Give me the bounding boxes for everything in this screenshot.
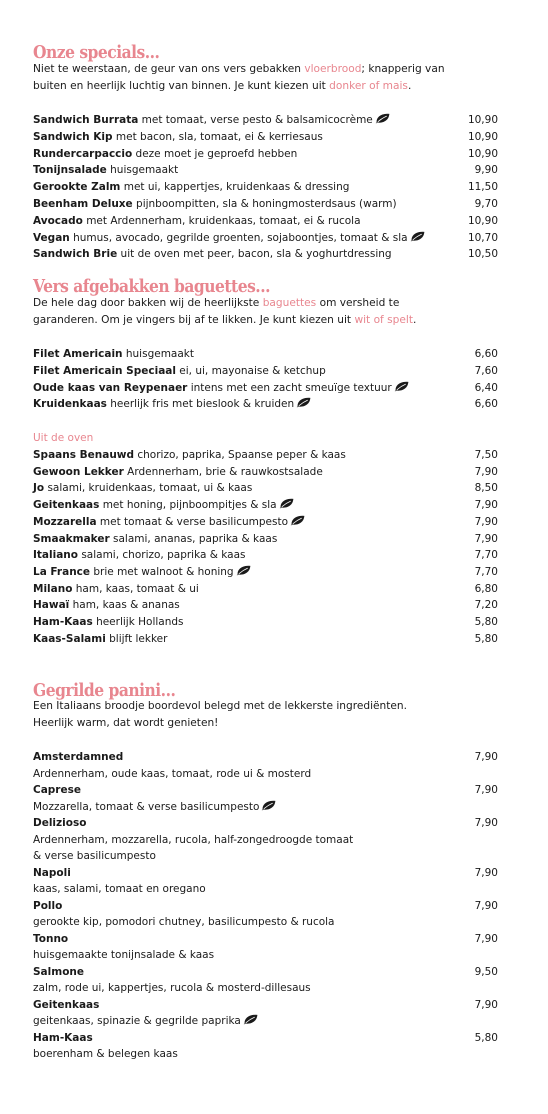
panini-name: Amsterdamned (33, 751, 124, 763)
item-description: blijft lekker (105, 632, 168, 645)
item-description: humus, avocado, gegrilde groenten, sojaboontjes, tomaat & sla (69, 231, 408, 244)
baguettes-intro-text: De hele dag door bakken wij de heerlijkste (33, 297, 263, 309)
panini-item (33, 865, 498, 881)
panini-description-text: & verse basilicumpesto (33, 850, 156, 862)
panini-description-text: boerenham & belegen kaas (33, 1048, 178, 1060)
menu-item (33, 196, 498, 212)
item-price: 7,90 (474, 515, 498, 528)
item-price: 6,60 (474, 348, 498, 360)
item-price: 6,60 (474, 398, 498, 411)
menu-item (33, 230, 498, 246)
item-description: intens met een zacht smeuïge textuur (187, 381, 392, 394)
panini-description (33, 914, 335, 931)
item-description: ham, kaas & ananas (69, 599, 180, 612)
item-description: uit de oven met peer, bacon, sla & yoghurtdressing (117, 248, 392, 261)
item-price: 10,90 (467, 214, 498, 227)
item-name: Spaans Benauwd (33, 449, 135, 461)
item-price: 7,90 (474, 465, 498, 478)
item-price: 5,80 (474, 616, 498, 628)
leaf-icon (296, 397, 311, 408)
item-price: 10,90 (467, 114, 498, 126)
panini-name: Ham-Kaas (33, 1031, 93, 1044)
panini-name: Salmone (33, 965, 84, 978)
specials-intro-text: buiten en heerlijk luchtig van binnen. Je kunt kiezen uit (33, 80, 330, 92)
item-name: Gerookte Zalm (33, 181, 121, 194)
specials-bread-highlight: vloerbrood (304, 63, 362, 75)
panini-description-text: huisgemaakte tonijnsalade & kaas (33, 949, 215, 961)
menu-item (33, 480, 498, 496)
panini-price: 7,90 (474, 899, 498, 912)
menu-item (33, 497, 498, 513)
menu-item (33, 564, 498, 580)
item-description: met tomaat, verse pesto & balsamicocrème (138, 114, 373, 126)
item-description: brie met walnoot & honing (90, 565, 234, 578)
item-price: 7,70 (474, 565, 498, 578)
baguettes-choice-highlight: wit of spelt (354, 314, 414, 326)
menu-item (33, 346, 498, 362)
panini-item (33, 749, 498, 765)
specials-title: Onze specials... (33, 41, 160, 63)
item-price: 7,90 (474, 532, 498, 545)
item-name: Avocado (33, 214, 83, 227)
menu-item (33, 363, 498, 379)
baguettes-title: Vers afgebakken baguettes... (33, 275, 270, 297)
item-name: Kruidenkaas (33, 398, 107, 411)
menu-item (33, 597, 498, 613)
panini-price: 7,90 (474, 817, 498, 829)
specials-intro-text: ; knapperig van (361, 63, 445, 75)
baguettes-highlight: baguettes (262, 297, 317, 309)
item-price: 8,50 (474, 482, 498, 495)
menu-item (33, 179, 498, 195)
panini-description-text: kaas, salami, tomaat en oregano (33, 883, 206, 895)
item-price: 10,90 (467, 130, 498, 143)
menu-item (33, 531, 498, 547)
item-description: deze moet je geproefd hebben (132, 147, 298, 160)
baguettes-intro (33, 295, 416, 329)
item-description: met Ardennerham, kruidenkaas, tomaat, ei & rucola (82, 214, 361, 227)
panini-description-text: Mozzarella, tomaat & verse basilicumpesto (33, 800, 260, 813)
panini-name: Tonno (33, 932, 69, 945)
item-description: chorizo, paprika, Spaanse peper & kaas (134, 449, 346, 461)
panini-description (33, 848, 156, 865)
menu-item (33, 581, 498, 597)
item-description: heerlijk Hollands (92, 616, 184, 628)
item-name: Geitenkaas (33, 499, 100, 512)
item-name: Kaas-Salami (33, 632, 106, 645)
item-description: huisgemaakt (122, 348, 194, 360)
panini-description (33, 881, 206, 898)
panini-price: 7,90 (474, 998, 498, 1011)
item-name: Mozzarella (33, 515, 97, 528)
panini-description (33, 980, 311, 997)
item-price: 9,70 (474, 198, 498, 210)
item-name: Italiano (33, 549, 78, 562)
item-name: Milano (33, 582, 73, 595)
item-description: huisgemaakt (106, 164, 179, 177)
item-price: 7,90 (474, 499, 498, 512)
item-description: ei, ui, mayonaise & ketchup (175, 364, 326, 377)
panini-name: Delizioso (33, 817, 87, 829)
panini-price: 9,50 (474, 965, 498, 978)
menu-item (33, 380, 498, 396)
panini-price: 7,90 (474, 784, 498, 796)
item-price: 10,70 (467, 231, 498, 244)
menu-item (33, 514, 498, 530)
panini-intro-line: Heerlijk warm, dat wordt genieten! (33, 717, 219, 729)
item-price: 11,50 (467, 181, 498, 194)
menu-item (33, 614, 498, 630)
menu-item (33, 547, 498, 563)
menu-item (33, 464, 498, 480)
item-name: Tonijnsalade (33, 164, 107, 177)
panini-intro (33, 698, 407, 732)
panini-description (33, 1046, 178, 1063)
item-name: Sandwich Burrata (33, 114, 139, 126)
menu-item (33, 146, 498, 162)
item-name: Oude kaas van Reypenaer (33, 381, 188, 394)
menu-item (33, 396, 498, 412)
item-price: 6,80 (474, 582, 498, 595)
panini-description (33, 1013, 258, 1030)
leaf-icon (290, 515, 305, 526)
item-name: Gewoon Lekker (33, 465, 124, 478)
panini-description-text: gerookte kip, pomodori chutney, basilicumpesto & rucola (33, 916, 335, 928)
item-name: Ham-Kaas (33, 616, 93, 628)
item-name: Rundercarpaccio (33, 147, 133, 160)
panini-description-text: Ardennerham, mozzarella, rucola, half-zongedroogde tomaat (33, 833, 354, 846)
item-name: Beenham Deluxe (33, 198, 133, 210)
item-name: La France (33, 565, 91, 578)
leaf-icon (243, 1014, 258, 1025)
menu-item (33, 631, 498, 647)
panini-price: 7,90 (474, 932, 498, 945)
item-description: salami, chorizo, paprika & kaas (77, 549, 246, 562)
menu-item (33, 213, 498, 229)
panini-item (33, 964, 498, 980)
panini-description (33, 766, 311, 783)
leaf-icon (279, 498, 294, 509)
leaf-icon (375, 113, 390, 124)
panini-name: Napoli (33, 866, 71, 879)
panini-name: Caprese (33, 784, 81, 796)
panini-description (33, 947, 214, 964)
panini-item (33, 782, 498, 798)
item-description: met honing, pijnboompitjes & sla (99, 499, 277, 512)
item-price: 10,90 (467, 147, 498, 160)
panini-item (33, 815, 498, 831)
panini-price: 7,90 (474, 751, 498, 763)
panini-item (33, 931, 498, 947)
panini-name: Pollo (33, 899, 63, 912)
item-name: Filet Americain Speciaal (33, 364, 176, 377)
item-name: Vegan (33, 231, 70, 244)
baguettes-intro-text: om versheid te (316, 297, 400, 309)
item-price: 7,70 (474, 549, 498, 562)
item-description: pijnboompitten, sla & honingmosterdsaus (warm) (132, 198, 397, 210)
panini-description-text: Ardennerham, oude kaas, tomaat, rode ui & mosterd (33, 767, 312, 780)
panini-item (33, 1030, 498, 1046)
leaf-icon (394, 381, 409, 392)
item-name: Sandwich Brie (33, 248, 118, 261)
oven-subheading: Uit de oven (33, 432, 94, 444)
panini-name: Geitenkaas (33, 998, 100, 1011)
panini-price: 5,80 (474, 1031, 498, 1044)
item-name: Jo (33, 482, 45, 495)
item-price: 6,40 (474, 381, 498, 394)
panini-description-text: geitenkaas, spinazie & gegrilde paprika (33, 1015, 241, 1027)
item-price: 7,50 (474, 449, 498, 461)
item-price: 9,90 (474, 164, 498, 177)
panini-price: 7,90 (474, 866, 498, 879)
specials-intro-text: Niet te weerstaan, de geur van ons vers gebakken (33, 63, 305, 75)
panini-description (33, 799, 276, 816)
item-price: 7,20 (474, 599, 498, 612)
leaf-icon (261, 800, 276, 811)
menu-item (33, 112, 498, 128)
item-description: met tomaat & verse basilicumpesto (96, 515, 289, 528)
specials-intro (33, 61, 445, 95)
item-name: Smaakmaker (33, 532, 110, 545)
panini-description (33, 832, 353, 849)
item-description: ham, kaas, tomaat & ui (72, 582, 199, 595)
item-description: salami, ananas, paprika & kaas (109, 532, 278, 545)
item-price: 10,50 (467, 248, 498, 261)
menu-item (33, 129, 498, 145)
item-description: heerlijk fris met bieslook & kruiden (106, 398, 295, 411)
item-description: met ui, kappertjes, kruidenkaas & dressing (120, 181, 350, 194)
panini-item (33, 997, 498, 1013)
item-name: Sandwich Kip (33, 130, 113, 143)
item-description: met bacon, sla, tomaat, ei & kerriesaus (112, 130, 323, 143)
item-description: salami, kruidenkaas, tomaat, ui & kaas (44, 482, 253, 495)
specials-intro-text: . (407, 80, 412, 92)
baguettes-intro-text: garanderen. Om je vingers bij af te likken. Je kunt kiezen uit (33, 314, 355, 326)
panini-intro-line: Een Italiaans broodje boordevol belegd met de lekkerste ingrediënten. (33, 700, 408, 712)
leaf-icon (236, 565, 251, 576)
item-price: 5,80 (474, 632, 498, 645)
baguettes-intro-text: . (413, 314, 417, 326)
item-price: 7,60 (474, 364, 498, 377)
menu-item (33, 246, 498, 262)
panini-description-text: zalm, rode ui, kappertjes, rucola & mosterd-dillesaus (33, 982, 311, 994)
panini-item (33, 898, 498, 914)
menu-item (33, 447, 498, 463)
item-description: Ardennerham, brie & rauwkostsalade (123, 465, 323, 478)
item-name: Hawaï (33, 599, 70, 612)
specials-choice-highlight: donker of mais (329, 80, 408, 92)
leaf-icon (410, 231, 425, 242)
menu-item (33, 162, 498, 178)
panini-title: Gegrilde panini... (33, 679, 176, 701)
item-name: Filet Americain (33, 348, 123, 360)
